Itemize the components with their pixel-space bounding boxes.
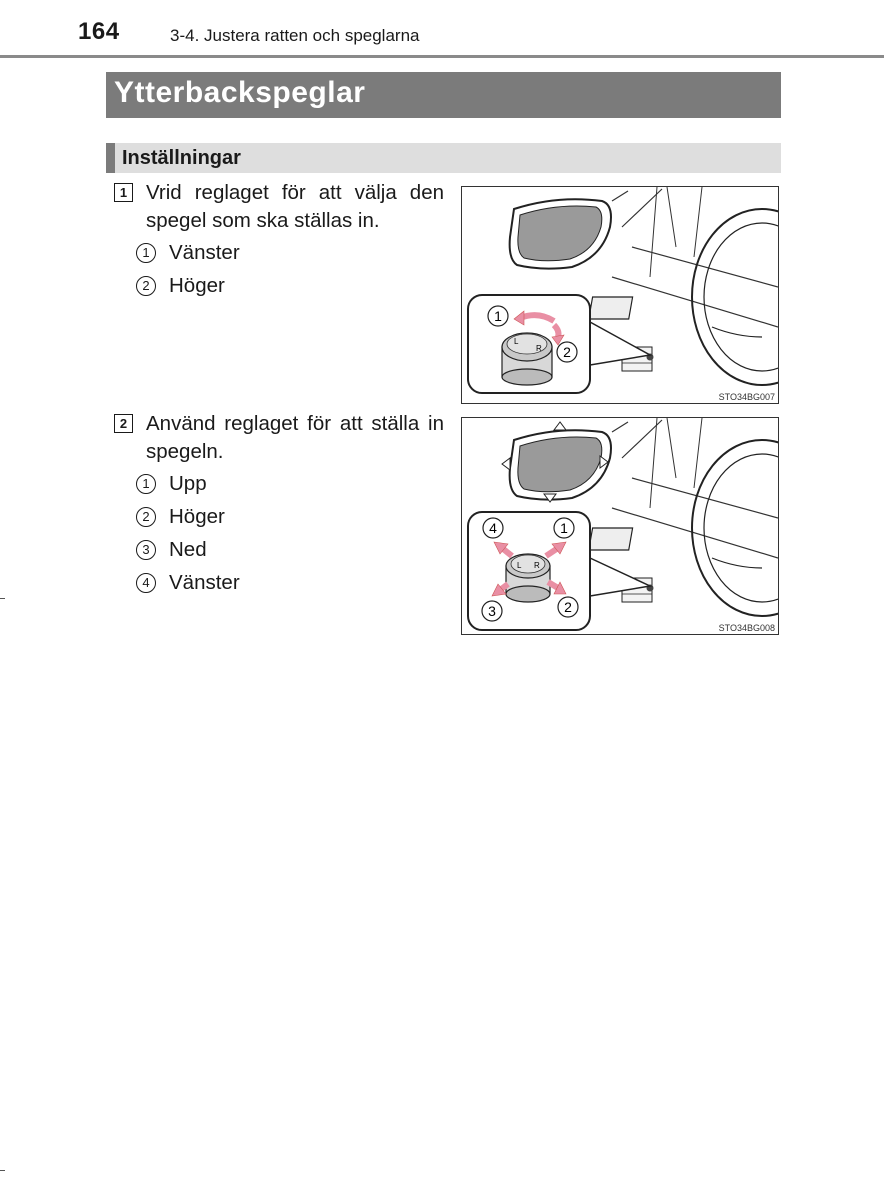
item-label: Upp bbox=[169, 472, 207, 495]
figure-mirror-adjust bbox=[461, 417, 779, 635]
section-breadcrumb: 3-4. Justera ratten och speglarna bbox=[170, 26, 420, 45]
page-title: Ytterbackspeglar bbox=[114, 76, 366, 109]
subsection-title: Inställningar bbox=[122, 147, 241, 169]
margin-mark bbox=[0, 598, 5, 599]
callout-1: 1 bbox=[494, 308, 502, 324]
callout-4: 4 bbox=[489, 520, 497, 536]
step-2 bbox=[114, 414, 444, 474]
knob-label-r: R bbox=[534, 561, 540, 570]
callout-3: 3 bbox=[488, 603, 496, 619]
callout-1: 1 bbox=[560, 520, 568, 536]
step-text: Använd reglaget för att ställa in spegeln. bbox=[146, 412, 444, 463]
mirror-adjust-illustration bbox=[462, 418, 778, 634]
step-number-box: 2 bbox=[114, 414, 133, 433]
knob-label-l: L bbox=[517, 561, 522, 570]
figure-code: STO34BG007 bbox=[718, 392, 775, 402]
knob-label-l: L bbox=[514, 337, 519, 346]
figure-mirror-select bbox=[461, 186, 779, 404]
item-label: Vänster bbox=[169, 571, 240, 594]
margin-mark bbox=[0, 1170, 5, 1171]
figure-code: STO34BG008 bbox=[718, 623, 775, 633]
subsection-accent bbox=[106, 143, 115, 173]
callout-2: 2 bbox=[563, 344, 571, 360]
item-label: Höger bbox=[169, 274, 225, 297]
header-divider bbox=[0, 55, 884, 58]
page-title-bar bbox=[106, 72, 781, 118]
step-number-box: 1 bbox=[114, 183, 133, 202]
item-label: Vänster bbox=[169, 241, 240, 264]
mirror-select-illustration bbox=[462, 187, 778, 403]
step-1 bbox=[114, 183, 444, 243]
page-number: 164 bbox=[78, 18, 120, 45]
circled-number: 2 bbox=[136, 276, 156, 296]
circled-number: 1 bbox=[136, 243, 156, 263]
circled-number: 3 bbox=[136, 540, 156, 560]
step-text: Vrid reglaget för att välja den spegel som ska ställas in. bbox=[146, 181, 444, 232]
callout-2: 2 bbox=[564, 599, 572, 615]
circled-number: 1 bbox=[136, 474, 156, 494]
item-label: Ned bbox=[169, 538, 207, 561]
circled-number: 4 bbox=[136, 573, 156, 593]
circled-number: 2 bbox=[136, 507, 156, 527]
knob-label-r: R bbox=[536, 344, 542, 353]
subsection-bar bbox=[106, 143, 781, 173]
item-label: Höger bbox=[169, 505, 225, 528]
